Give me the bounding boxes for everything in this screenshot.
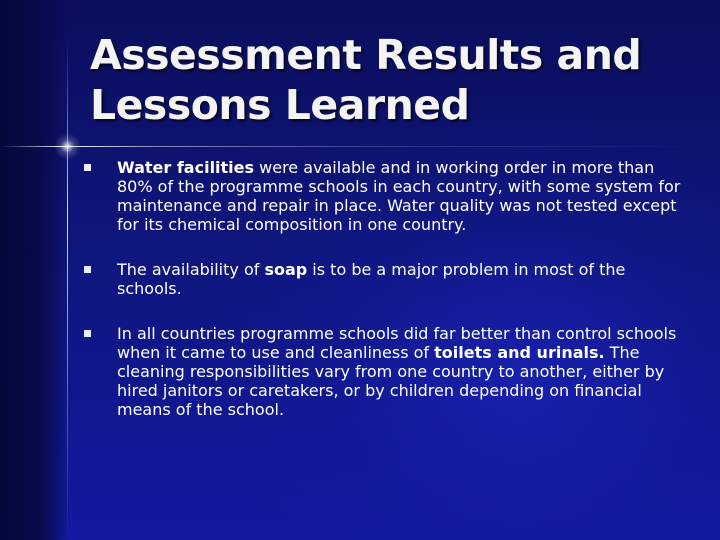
bullet-item-soap — [84, 260, 684, 298]
bullet-item-water — [84, 158, 684, 234]
slide-title — [90, 30, 690, 130]
bullet-bold-text: Water facilities — [117, 158, 255, 177]
square-bullet-icon — [84, 330, 91, 337]
slide-title-line-2: Lessons Learned — [90, 81, 470, 129]
slide-title-line-1: Assessment Results and — [90, 31, 642, 79]
bullet-text-pre: In all countries programme schools did far better than control schools when it came to use and cleanliness of — [117, 324, 677, 362]
bullet-text-post: is to be a major problem in most of the schools. — [117, 260, 626, 298]
horizontal-accent-line — [0, 146, 720, 147]
bullet-bold-text: toilets and urinals. — [434, 343, 605, 362]
bullet-text: were available and in working order in more than 80% of the programme schools in each country, with some system for maintenance and repair in place. Water quality was not tested except for its chemical composition in one country. — [117, 158, 681, 234]
bullet-text-post: The cleaning responsibilities vary from one country to another, either by hired janitors or caretakers, or by children depending on financial means of the school. — [117, 343, 665, 419]
bullet-bold-text: soap — [264, 260, 308, 279]
square-bullet-icon — [84, 266, 91, 273]
square-bullet-icon — [84, 164, 91, 171]
bullet-list — [84, 158, 684, 445]
left-decorative-band — [0, 0, 70, 540]
star-glow-icon — [54, 133, 81, 160]
bullet-item-toilets — [84, 324, 684, 419]
vertical-accent-line — [67, 40, 68, 540]
bullet-text-pre: The availability of — [117, 260, 265, 279]
